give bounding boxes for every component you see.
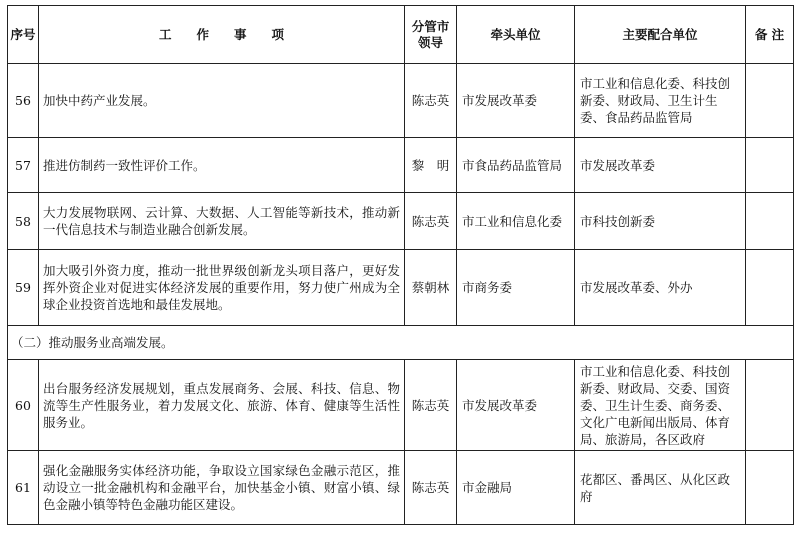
leader-name: 陈志英 bbox=[405, 360, 457, 451]
section-title: （二）推动服务业高端发展。 bbox=[8, 326, 794, 360]
table-row bbox=[8, 360, 794, 451]
partner-units: 市发展改革委 bbox=[575, 138, 746, 193]
table-row bbox=[8, 138, 794, 193]
row-number: 56 bbox=[8, 64, 39, 138]
header-no: 序号 bbox=[8, 6, 39, 64]
remark-cell bbox=[746, 193, 794, 250]
table-row bbox=[8, 451, 794, 525]
remark-cell bbox=[746, 451, 794, 525]
row-number: 58 bbox=[8, 193, 39, 250]
row-number: 60 bbox=[8, 360, 39, 451]
table-row bbox=[8, 193, 794, 250]
remark-cell bbox=[746, 250, 794, 326]
partner-units: 市工业和信息化委、科技创新委、财政局、交委、国资委、卫生计生委、商务委、文化广电新闻出版局、体育局、旅游局，各区政府 bbox=[575, 360, 746, 451]
partner-units: 市发展改革委、外办 bbox=[575, 250, 746, 326]
remark-cell bbox=[746, 64, 794, 138]
partner-units: 市科技创新委 bbox=[575, 193, 746, 250]
leader-name: 陈志英 bbox=[405, 64, 457, 138]
leader-name: 黎 明 bbox=[405, 138, 457, 193]
task-text: 加大吸引外资力度，推动一批世界级创新龙头项目落户，更好发挥外资企业对促进实体经济发展的重要作用，努力使广州成为全球企业投资首选地和最佳发展地。 bbox=[39, 250, 405, 326]
remark-cell bbox=[746, 360, 794, 451]
header-partners: 主要配合单位 bbox=[575, 6, 746, 64]
table-row bbox=[8, 250, 794, 326]
table-header-row bbox=[8, 6, 794, 64]
task-text: 出台服务经济发展规划，重点发展商务、会展、科技、信息、物流等生产性服务业，着力发展文化、旅游、体育、健康等生活性服务业。 bbox=[39, 360, 405, 451]
row-number: 57 bbox=[8, 138, 39, 193]
leader-name: 蔡朝林 bbox=[405, 250, 457, 326]
header-task: 工 作 事 项 bbox=[39, 6, 405, 64]
lead-unit: 市商务委 bbox=[457, 250, 575, 326]
section-row bbox=[8, 326, 794, 360]
header-leader: 分管市领导 bbox=[405, 6, 457, 64]
remark-cell bbox=[746, 138, 794, 193]
task-text: 大力发展物联网、云计算、大数据、人工智能等新技术，推动新一代信息技术与制造业融合创新发展。 bbox=[39, 193, 405, 250]
partner-units: 花都区、番禺区、从化区政府 bbox=[575, 451, 746, 525]
leader-name: 陈志英 bbox=[405, 451, 457, 525]
row-number: 61 bbox=[8, 451, 39, 525]
task-text: 强化金融服务实体经济功能，争取设立国家绿色金融示范区，推动设立一批金融机构和金融平台，加快基金小镇、财富小镇、绿色金融小镇等特色金融功能区建设。 bbox=[39, 451, 405, 525]
leader-name: 陈志英 bbox=[405, 193, 457, 250]
partner-units: 市工业和信息化委、科技创新委、财政局、卫生计生委、食品药品监管局 bbox=[575, 64, 746, 138]
task-text: 加快中药产业发展。 bbox=[39, 64, 405, 138]
table-row bbox=[8, 64, 794, 138]
header-lead-unit: 牵头单位 bbox=[457, 6, 575, 64]
header-remark: 备 注 bbox=[746, 6, 794, 64]
lead-unit: 市金融局 bbox=[457, 451, 575, 525]
lead-unit: 市发展改革委 bbox=[457, 64, 575, 138]
lead-unit: 市工业和信息化委 bbox=[457, 193, 575, 250]
row-number: 59 bbox=[8, 250, 39, 326]
work-items-table bbox=[7, 5, 794, 525]
lead-unit: 市食品药品监管局 bbox=[457, 138, 575, 193]
task-text: 推进仿制药一致性评价工作。 bbox=[39, 138, 405, 193]
lead-unit: 市发展改革委 bbox=[457, 360, 575, 451]
